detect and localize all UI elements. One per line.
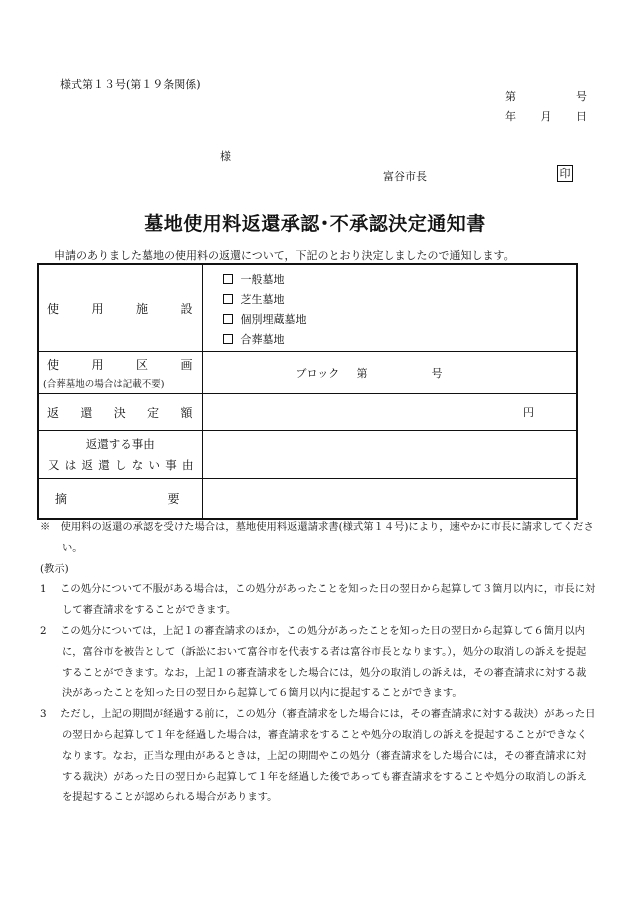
block-prefix: 第 — [356, 366, 368, 380]
seal-mark: 印 — [557, 165, 573, 182]
section-value-cell[interactable] — [202, 352, 577, 394]
remarks-label: 摘 要 — [55, 491, 180, 506]
checkbox-icon[interactable] — [223, 274, 233, 284]
checkbox-icon[interactable] — [223, 294, 233, 304]
number-prefix: 第 — [505, 90, 516, 103]
facility-option-shared[interactable]: 合葬墓地 — [223, 329, 577, 349]
facility-option-individual[interactable]: 個別埋蔵墓地 — [223, 309, 577, 329]
section-label-cell — [38, 352, 202, 394]
remarks-label-cell — [38, 479, 202, 519]
amount-label-cell — [38, 394, 202, 431]
number-suffix: 号 — [576, 90, 587, 103]
form-number: 様式第１３号(第１９条関係) — [60, 78, 201, 91]
checkbox-icon[interactable] — [223, 314, 233, 324]
notification-form-table — [37, 263, 578, 520]
month-label: 月 — [540, 110, 552, 123]
section-label: 使 用 区 画 — [47, 357, 193, 372]
teaching-item-1: 1 この処分について不服がある場合は，この処分があったことを知った日の翌日から起算して３箇月以内に，市長に対して審査請求をすることができます。 — [40, 583, 596, 617]
reason-value-cell[interactable] — [202, 431, 577, 479]
remarks-row — [38, 479, 577, 519]
reason-row — [38, 431, 577, 479]
date-line — [505, 108, 587, 124]
block-suffix: 号 — [431, 366, 443, 380]
claim-note: ※ 使用料の返還の承認を受けた場合は，墓地使用料返還請求書(様式第１４号)により，速やかに市長に請求してください。 — [40, 521, 594, 554]
reason-label-line2: 又 は 返 還 し な い 事 由 — [48, 458, 194, 472]
teaching-item-3: 3 ただし，上記の期間が経過する前に，この処分（審査請求をした場合には，その審査請求に対する裁決）があった日の翌日から起算して１年を経過した場合は，審査請求をすることや処分の取消しの訴えを提起することができなくなります。なお，正当な理由があるときは，上記の期間やこの処分（審査請求をした場合には，その審査請求に対する裁決）があった日の翌日から起算して１年を経過した後であっても審査請求をすることや処分の取消しの訴えを提起することが認められる場合があります。 — [40, 708, 596, 804]
facility-label: 使 用 施 設 — [47, 301, 193, 316]
facility-option-lawn[interactable]: 芝生墓地 — [223, 289, 577, 309]
addressee-suffix: 様 — [220, 150, 231, 163]
amount-value-cell[interactable] — [202, 394, 577, 431]
amount-label: 返 還 決 定 額 — [47, 405, 193, 420]
document-number-line — [505, 88, 587, 104]
amount-row — [38, 394, 577, 431]
section-note: (合葬墓地の場合は記載不要) — [43, 378, 165, 390]
block-label: ブロック — [295, 366, 340, 380]
yen-unit: 円 — [523, 406, 534, 419]
facility-label-cell — [38, 264, 202, 352]
teaching-item-2: 2 この処分については，上記１の審査請求のほか，この処分があったことを知った日の翌日から起算して６箇月以内に，富谷市を被告として（訴訟において富谷市を代表する者は富谷市長となります。），処分の取消しの訴えを提起することができます。なお，上記１の審査請求をした場合には，処分の取消しの訴えは，その審査請求に対する裁決があったことを知った日の翌日から起算して６箇月以内に提起することができます。 — [40, 624, 587, 700]
notes-section — [40, 517, 596, 808]
remarks-value-cell[interactable] — [202, 479, 577, 519]
document-title: 墓地使用料返還承認･不承認決定通知書 — [144, 213, 486, 235]
reason-label-line1: 返還する事由 — [85, 437, 155, 451]
day-label: 日 — [576, 110, 587, 123]
facility-row — [38, 264, 577, 352]
reason-label-cell — [38, 431, 202, 479]
year-label: 年 — [505, 110, 516, 123]
facility-options-cell — [202, 264, 577, 352]
checkbox-icon[interactable] — [223, 334, 233, 344]
section-row — [38, 352, 577, 394]
teaching-heading: (教示) — [40, 562, 69, 575]
facility-option-general[interactable]: 一般墓地 — [223, 269, 577, 289]
issuer-name: 富谷市長 — [383, 170, 427, 183]
intro-text: 申請のありました墓地の使用料の返還について，下記のとおり決定しましたので通知します。 — [54, 249, 515, 262]
